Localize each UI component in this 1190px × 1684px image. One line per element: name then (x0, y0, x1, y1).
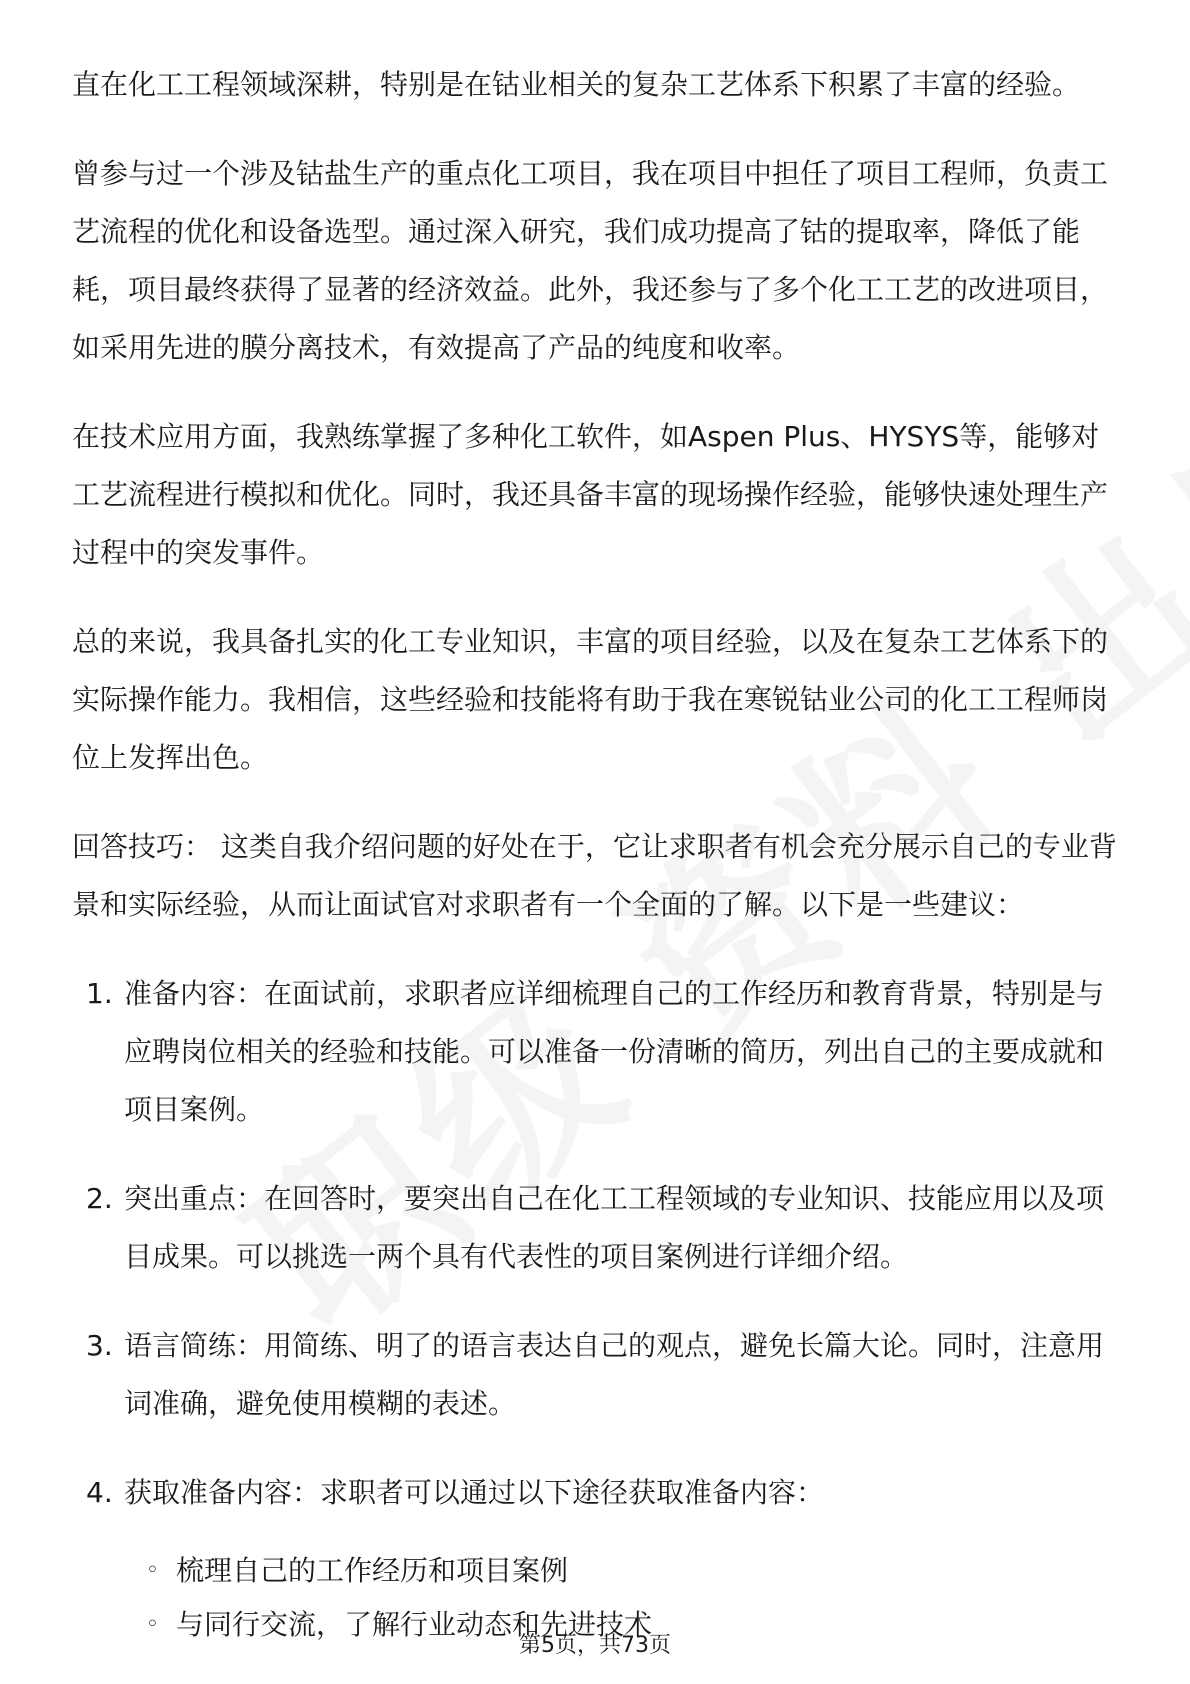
sub-list-item (72, 1544, 1122, 1598)
paragraph-technical-skills: 在技术应用方面，我熟练掌握了多种化工软件，如Aspen Plus、HYSYS等，能够对工艺流程进行模拟和优化。同时，我还具备丰富的现场操作经验，能够快速处理生产过程中的突发事件。 (72, 420, 1109, 569)
sub-list-item-text: 与同行交流，了解行业动态和先进技术 (176, 1608, 653, 1641)
list-item-text: 突出重点：在回答时，要突出自己在化工工程领域的专业知识、技能应用以及项目成果。可以挑选一两个具有代表性的项目案例进行详细介绍。 (124, 1182, 1105, 1273)
paragraph-summary: 总的来说，我具备扎实的化工专业知识，丰富的项目经验，以及在复杂工艺体系下的实际操作能力。我相信，这些经验和技能将有助于我在寒锐钴业公司的化工工程师岗位上发挥出色。 (72, 625, 1109, 774)
list-item (72, 1464, 1122, 1522)
paragraph-answer-tips: 回答技巧： 这类自我介绍问题的好处在于，它让求职者有机会充分展示自己的专业背景和实际经验，从而让面试官对求职者有一个全面的了解。以下是一些建议： (72, 830, 1117, 921)
list-item-text: 获取准备内容：求职者可以通过以下途径获取准备内容： (124, 1476, 825, 1509)
sub-list-item-text: 梳理自己的工作经历和项目案例 (176, 1554, 569, 1587)
list-item (72, 1170, 1122, 1286)
list-number: 2. (86, 1182, 113, 1215)
bullet-icon: ◦ (146, 1558, 159, 1583)
bullet-icon: ◦ (146, 1612, 159, 1637)
document-body (72, 56, 1122, 1652)
list-number: 4. (86, 1476, 113, 1509)
list-number: 1. (86, 977, 113, 1010)
list-item-text: 语言简练：用简练、明了的语言表达自己的观点，避免长篇大论。同时，注意用词准确，避免使用模糊的表述。 (124, 1329, 1105, 1420)
list-item (72, 965, 1122, 1139)
paragraph-intro-end: 直在化工工程领域深耕，特别是在钴业相关的复杂工艺体系下积累了丰富的经验。 (72, 68, 1081, 101)
page-number-footer: 第5页，共73页 (519, 1633, 671, 1658)
list-item (72, 1317, 1122, 1433)
tips-list (72, 965, 1122, 1522)
paragraph-project-experience: 曾参与过一个涉及钴盐生产的重点化工项目，我在项目中担任了项目工程师，负责工艺流程的优化和设备选型。通过深入研究，我们成功提高了钴的提取率，降低了能耗，项目最终获得了显著的经济效益。此外，我还参与了多个化工工艺的改进项目，如采用先进的膜分离技术，有效提高了产品的纯度和收率。 (72, 157, 1109, 364)
list-number: 3. (86, 1329, 113, 1362)
list-item-text: 准备内容：在面试前，求职者应详细梳理自己的工作经历和教育背景，特别是与应聘岗位相关的经验和技能。可以准备一份清晰的简历，列出自己的主要成就和项目案例。 (124, 977, 1105, 1126)
